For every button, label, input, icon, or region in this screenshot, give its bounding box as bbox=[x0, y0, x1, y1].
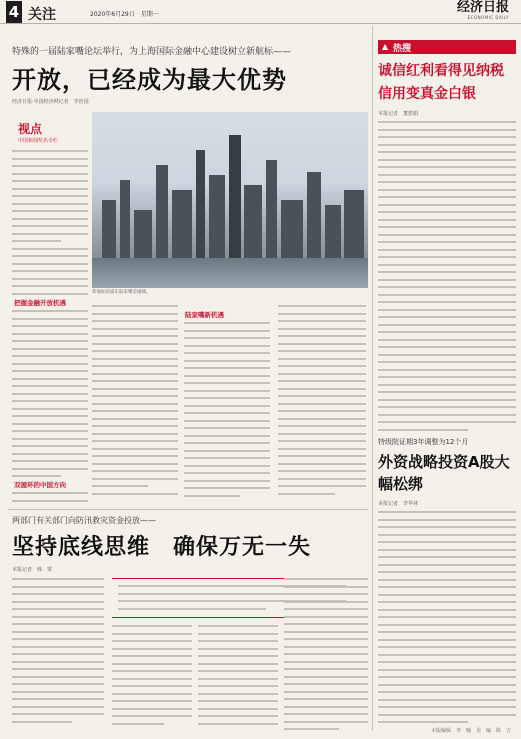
article-body-col4 bbox=[278, 305, 366, 500]
subhead-3: 陆家嘴新机遇 bbox=[185, 311, 224, 319]
hot-search-banner bbox=[378, 40, 516, 54]
lower-body-col4 bbox=[284, 578, 368, 736]
article-byline: 经济日报·中国经济网记者 李治国 bbox=[12, 99, 89, 105]
photo-caption: 新地标的浦东陆家嘴金融城。 bbox=[92, 290, 151, 295]
lower-body-col3 bbox=[198, 625, 278, 730]
subhead-1: 把握金融开放机遇 bbox=[14, 299, 66, 307]
sidebar-story1-byline: 本报记者 董碧娟 bbox=[378, 111, 419, 117]
sidebar-story1-body bbox=[378, 121, 516, 436]
page-footer: 本版编辑 李 瞳 美 编 陈 吉 bbox=[430, 728, 511, 734]
article-body-col1c bbox=[12, 492, 88, 507]
lower-body-col1 bbox=[12, 578, 104, 728]
column-divider bbox=[372, 26, 373, 731]
sidebar-story2-title: 外资战略投资A股大幅松绑 bbox=[378, 453, 510, 493]
sidebar-story2-byline: 本报记者 李华林 bbox=[378, 501, 419, 507]
viewpoint-badge bbox=[18, 120, 88, 142]
article-body-col1b bbox=[12, 310, 88, 483]
lower-article-kicker: 两部门有关部门向防汛救灾资金投放—— bbox=[12, 516, 156, 525]
article-kicker: 特殊的一届陆家嘴论坛举行，为上海国际金融中心建设树立新航标—— bbox=[12, 47, 292, 57]
page-number: 4 bbox=[6, 1, 22, 23]
viewpoint-subtitle: 中国新闻奖名专栏 bbox=[18, 138, 59, 144]
sidebar-story1-title: 诚信红利看得见纳税信用变真金白银 bbox=[378, 63, 504, 102]
skyline-photo bbox=[92, 112, 368, 288]
hot-search-label: 热搜 bbox=[393, 44, 412, 54]
sidebar-story2-body bbox=[378, 511, 516, 729]
article-title: 开放，已经成为最大优势 bbox=[12, 66, 287, 94]
section-title: 关注 bbox=[28, 7, 56, 23]
sidebar-story2-kicker: 特级院证期3年调整为12个月 bbox=[378, 438, 469, 446]
page-header bbox=[0, 0, 521, 24]
article-body-col2 bbox=[92, 305, 178, 500]
lower-body-col2 bbox=[112, 625, 192, 730]
lower-article-title: 坚持底线思维 确保万无一失 bbox=[12, 535, 312, 560]
newspaper-logo bbox=[449, 1, 509, 23]
viewpoint-title: 视点 bbox=[18, 122, 43, 136]
section-divider bbox=[8, 509, 368, 510]
article-body-col3 bbox=[184, 322, 270, 502]
logo-en: ECONOMIC DAILY bbox=[467, 15, 509, 20]
flame-icon: ▲ bbox=[382, 42, 389, 51]
logo-cn: 经济日报 bbox=[456, 0, 509, 15]
issue-date: 2020年6月29日 星期一 bbox=[90, 11, 159, 18]
lower-article-byline: 本报记者 韩 霁 bbox=[12, 567, 53, 573]
article-body-col1 bbox=[12, 150, 88, 300]
subhead-2: 双循环的中国方向 bbox=[14, 481, 66, 489]
